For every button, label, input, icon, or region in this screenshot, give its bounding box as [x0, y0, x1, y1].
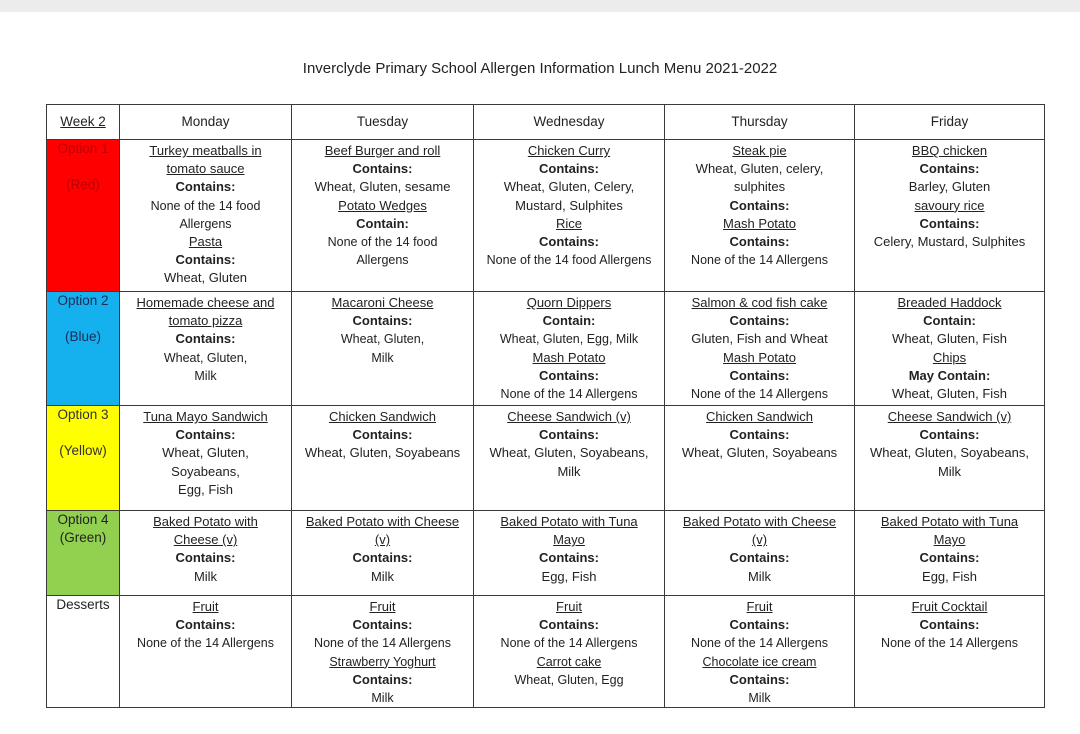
allergen-text: None of the 14 Allergens [691, 387, 828, 402]
dish-name: Fruit [369, 599, 396, 614]
dish-name: Beef Burger and roll [324, 143, 441, 158]
day-header-thursday: Thursday [665, 105, 855, 140]
dish-name: Cheese Sandwich (v) [507, 409, 631, 424]
menu-cell-friday [855, 406, 1045, 511]
dish-name: Cheese (v) [173, 532, 238, 548]
allergen-text: Wheat, Gluten, Soyabeans, [489, 445, 649, 461]
dish-name: Fruit [192, 599, 219, 614]
contains-label: Contains: [175, 617, 236, 633]
menu-cell-thursday [665, 596, 855, 708]
allergen-text: Milk [370, 568, 395, 584]
dish-name: Fruit Cocktail [911, 599, 988, 614]
option-label: Option 3 [57, 407, 109, 422]
allergen-text: Barley, Gluten [908, 179, 991, 195]
contains-label: Contains: [175, 427, 236, 443]
allergen-text: sulphites [733, 179, 786, 195]
dish-name: Mayo [933, 532, 966, 548]
option-label-cell [47, 140, 120, 292]
dish-name: tomato pizza [168, 313, 243, 329]
menu-cell-wednesday [474, 292, 665, 406]
menu-row-desserts [47, 596, 1045, 708]
option-label-cell [47, 292, 120, 406]
allergen-text: Milk [748, 691, 771, 706]
menu-cell-tuesday [292, 406, 474, 511]
allergen-text: Milk [193, 568, 218, 584]
contains-label: Contains: [729, 671, 790, 687]
allergen-text: Wheat, Gluten, Egg [514, 672, 624, 687]
dish-name: Baked Potato with Tuna [880, 514, 1019, 529]
allergen-text: None of the 14 Allergens [691, 636, 828, 651]
contains-label: Contains: [919, 215, 980, 231]
allergen-text: Soyabeans, [171, 463, 240, 479]
dish-name: Fruit [556, 599, 582, 614]
contains-label: Contains: [729, 197, 790, 213]
allergen-text: Allergens [356, 253, 409, 268]
dish-name: Homemade cheese and [136, 295, 275, 310]
allergen-text: Wheat, Gluten, Fish [892, 331, 1007, 347]
menu-cell-wednesday [474, 596, 665, 708]
allergen-text: None of the 14 Allergens [500, 387, 638, 402]
contains-label: Contains: [175, 550, 236, 566]
dish-name: Chicken Sandwich [706, 409, 813, 424]
dish-name: Baked Potato with [153, 514, 258, 529]
contains-label: Contain: [356, 215, 409, 231]
option-label: Option 1 [57, 141, 109, 156]
day-header-wednesday: Wednesday [474, 105, 665, 140]
menu-cell-friday [855, 511, 1045, 596]
menu-cell-tuesday [292, 140, 474, 292]
dish-name: savoury rice [914, 197, 985, 213]
dish-name: tomato sauce [166, 161, 245, 177]
allergen-text: Wheat, Gluten, sesame [314, 179, 451, 195]
allergen-text: Milk [747, 568, 772, 584]
option-color-name: (Red) [66, 177, 100, 193]
menu-cell-thursday [665, 140, 855, 292]
menu-cell-monday [120, 292, 292, 406]
option-label: Desserts [56, 597, 110, 612]
menu-row-option-3 [47, 406, 1045, 511]
allergen-text: Milk [194, 368, 217, 383]
allergen-text: Wheat, Gluten, celery, [695, 161, 824, 177]
dish-name: Mayo [553, 532, 585, 548]
contains-label: Contain: [923, 313, 976, 329]
menu-row-option-1 [47, 140, 1045, 292]
menu-cell-friday [855, 140, 1045, 292]
allergen-text: Milk [557, 463, 581, 479]
contains-label: Contain: [542, 313, 596, 329]
contains-label: Contains: [729, 550, 790, 566]
allergen-text: None of the 14 Allergens [500, 636, 638, 651]
menu-cell-thursday [665, 511, 855, 596]
day-header-tuesday: Tuesday [292, 105, 474, 140]
allergen-text: Allergens [179, 216, 232, 231]
header-row [47, 105, 1045, 140]
contains-label: Contains: [539, 161, 599, 177]
contains-label: Contains: [352, 313, 413, 329]
menu-row-option-2 [47, 292, 1045, 406]
dish-name: Mash Potato [723, 215, 796, 231]
menu-cell-tuesday [292, 596, 474, 708]
contains-label: Contains: [352, 161, 413, 177]
option-color-name: (Blue) [64, 329, 101, 345]
dish-name: Mash Potato [532, 349, 606, 365]
allergen-text: None of the 14 Allergens [691, 253, 828, 268]
menu-cell-monday [120, 511, 292, 596]
allergen-text: Wheat, Gluten, Soyabeans [304, 445, 461, 461]
contains-label: Contains: [729, 617, 790, 633]
contains-label: Contains: [919, 617, 980, 633]
dish-name: Tuna Mayo Sandwich [143, 409, 268, 424]
option-label-cell [47, 406, 120, 511]
contains-label: Contains: [539, 234, 599, 250]
contains-label: Contains: [919, 427, 980, 443]
allergen-text: None of the 14 Allergens [881, 636, 1018, 651]
contains-label: Contains: [352, 617, 413, 633]
contains-label: Contains: [175, 179, 236, 195]
dish-name: Baked Potato with Tuna [500, 514, 638, 529]
menu-cell-wednesday [474, 406, 665, 511]
allergen-text: None of the 14 Allergens [137, 636, 274, 651]
contains-label: Contains: [919, 161, 980, 177]
menu-cell-tuesday [292, 292, 474, 406]
contains-label: Contains: [919, 550, 980, 566]
dish-name: (v) [374, 532, 391, 548]
dish-name: Turkey meatballs in [149, 143, 262, 158]
contains-label: May Contain: [908, 367, 991, 383]
dish-name: Potato Wedges [338, 197, 427, 213]
allergen-text: Wheat, Gluten, [163, 350, 248, 365]
menu-cell-friday [855, 292, 1045, 406]
menu-cell-wednesday [474, 140, 665, 292]
dish-name: Carrot cake [536, 654, 602, 669]
contains-label: Contains: [729, 427, 790, 443]
contains-label: Contains: [539, 367, 599, 383]
menu-cell-thursday [665, 406, 855, 511]
allergen-text: Milk [371, 350, 394, 365]
dish-name: Breaded Haddock [897, 295, 1002, 310]
allergen-text: Egg, Fish [541, 568, 597, 584]
day-header-monday: Monday [120, 105, 292, 140]
menu-cell-monday [120, 140, 292, 292]
dish-name: Chocolate ice cream [702, 654, 817, 669]
allergen-text: Milk [937, 463, 962, 479]
allergen-text: Wheat, Gluten, Celery, [503, 179, 635, 195]
contains-label: Contains: [175, 331, 236, 347]
contains-label: Contains: [352, 671, 413, 687]
allergen-text: Gluten, Fish and Wheat [691, 331, 828, 347]
allergen-text: None of the 14 food [150, 198, 261, 213]
allergen-text: Wheat, Gluten, Fish [892, 386, 1007, 402]
day-header-friday: Friday [855, 105, 1045, 140]
allergen-text: Wheat, Gluten, Soyabeans [681, 445, 838, 461]
allergen-text: Wheat, Gluten, Soyabeans, [870, 445, 1029, 461]
dish-name: Steak pie [732, 143, 787, 158]
menu-cell-wednesday [474, 511, 665, 596]
option-color-name: (Green) [59, 530, 107, 546]
contains-label: Contains: [539, 427, 599, 443]
contains-label: Contains: [175, 252, 236, 268]
dish-name: BBQ chicken [911, 143, 988, 158]
option-label: Option 4 [57, 512, 109, 527]
allergen-text: Wheat, Gluten, Egg, Milk [499, 332, 639, 347]
contains-label: Contains: [539, 550, 599, 566]
option-label-cell [47, 511, 120, 596]
dish-name: Quorn Dippers [526, 295, 612, 310]
page-title: Inverclyde Primary School Allergen Information Lunch Menu 2021-2022 [302, 60, 778, 77]
menu-cell-friday [855, 596, 1045, 708]
contains-label: Contains: [352, 427, 413, 443]
lunch-menu-table [46, 104, 1045, 708]
allergen-text: None of the 14 Allergens [314, 636, 451, 651]
dish-name: Baked Potato with Cheese [682, 514, 837, 529]
allergen-text: Wheat, Gluten [163, 270, 248, 286]
dish-name: Mash Potato [723, 349, 796, 365]
option-label: Option 2 [57, 293, 109, 308]
dish-name: Chicken Sandwich [329, 409, 436, 424]
contains-label: Contains: [539, 617, 599, 633]
dish-name: Chicken Curry [527, 143, 611, 158]
top-band [0, 0, 1080, 12]
menu-cell-thursday [665, 292, 855, 406]
contains-label: Contains: [729, 313, 790, 329]
dish-name: Cheese Sandwich (v) [887, 409, 1012, 424]
contains-label: Contains: [352, 550, 413, 566]
dish-name: (v) [751, 532, 768, 548]
allergen-text: Wheat, Gluten, [340, 332, 425, 347]
menu-cell-tuesday [292, 511, 474, 596]
contains-label: Contains: [729, 367, 790, 383]
allergen-text: Mustard, Sulphites [515, 197, 623, 213]
menu-cell-monday [120, 596, 292, 708]
dish-name: Strawberry Yoghurt [329, 654, 436, 669]
menu-row-option-4 [47, 511, 1045, 596]
allergen-text: None of the 14 food [327, 235, 438, 250]
allergen-text: Milk [371, 691, 394, 706]
dish-name: Fruit [746, 599, 773, 614]
dish-name: Chips [932, 349, 967, 365]
week-header: Week 2 [47, 105, 120, 140]
allergen-text: Egg, Fish [178, 481, 233, 497]
menu-cell-monday [120, 406, 292, 511]
dish-name: Baked Potato with Cheese [305, 514, 460, 529]
contains-label: Contains: [729, 234, 790, 250]
option-color-name: (Yellow) [59, 443, 107, 459]
allergen-text: Celery, Mustard, Sulphites [873, 234, 1026, 250]
allergen-text: None of the 14 food Allergens [486, 253, 652, 268]
option-label-cell [47, 596, 120, 708]
dish-name: Macaroni Cheese [331, 295, 434, 310]
dish-name: Pasta [188, 234, 223, 250]
allergen-text: Egg, Fish [922, 568, 977, 584]
dish-name: Rice [555, 215, 582, 231]
dish-name: Salmon & cod fish cake [691, 295, 828, 310]
allergen-text: Wheat, Gluten, [162, 445, 249, 461]
